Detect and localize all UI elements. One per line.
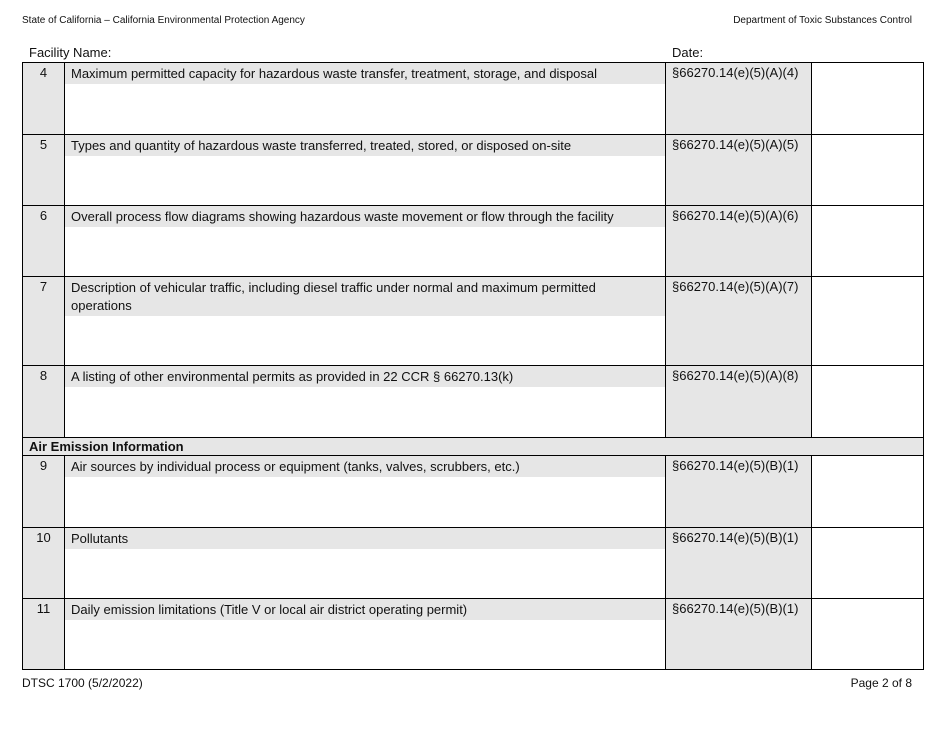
table-row	[22, 365, 924, 437]
row-description	[65, 528, 666, 598]
page-number: Page 2 of 8	[850, 676, 912, 690]
table-row	[22, 527, 924, 598]
table-row	[22, 276, 924, 365]
row-description-text: Overall process flow diagrams showing hazardous waste movement or flow through the facility	[65, 206, 665, 227]
row-description-text: Maximum permitted capacity for hazardous waste transfer, treatment, storage, and disposal	[65, 63, 665, 84]
table-row	[22, 62, 924, 134]
row-description-text: Air sources by individual process or equipment (tanks, valves, scrubbers, etc.)	[65, 456, 665, 477]
row-response-field[interactable]	[812, 206, 923, 276]
row-number: 10	[23, 528, 65, 598]
table-row	[22, 134, 924, 205]
table-row	[22, 598, 924, 670]
row-number: 4	[23, 63, 65, 134]
row-description	[65, 366, 666, 437]
table-row	[22, 455, 924, 527]
row-number: 7	[23, 277, 65, 365]
row-citation: §66270.14(e)(5)(B)(1)	[666, 528, 812, 598]
row-response-field[interactable]	[812, 599, 923, 669]
row-number: 8	[23, 366, 65, 437]
form-id: DTSC 1700 (5/2/2022)	[22, 676, 143, 690]
row-response-field[interactable]	[812, 366, 923, 437]
section-heading-air-emission: Air Emission Information	[22, 437, 924, 455]
row-number: 6	[23, 206, 65, 276]
form-table	[22, 62, 924, 670]
row-description	[65, 456, 666, 527]
header-agency: State of California – California Environmental Protection Agency	[22, 15, 305, 26]
row-number: 5	[23, 135, 65, 205]
row-description-text: A listing of other environmental permits as provided in 22 CCR § 66270.13(k)	[65, 366, 665, 387]
row-description-text: Pollutants	[65, 528, 665, 549]
row-number: 11	[23, 599, 65, 669]
row-description	[65, 63, 666, 134]
row-citation: §66270.14(e)(5)(A)(6)	[666, 206, 812, 276]
row-description-text: Daily emission limitations (Title V or local air district operating permit)	[65, 599, 665, 620]
row-description	[65, 277, 666, 365]
row-citation: §66270.14(e)(5)(A)(7)	[666, 277, 812, 365]
row-description	[65, 135, 666, 205]
row-response-field[interactable]	[812, 135, 923, 205]
row-citation: §66270.14(e)(5)(A)(5)	[666, 135, 812, 205]
row-description-text: Description of vehicular traffic, including diesel traffic under normal and maximum permitted operations	[65, 277, 665, 316]
row-response-field[interactable]	[812, 277, 923, 365]
row-citation: §66270.14(e)(5)(A)(8)	[666, 366, 812, 437]
row-response-field[interactable]	[812, 456, 923, 527]
row-citation: §66270.14(e)(5)(A)(4)	[666, 63, 812, 134]
header-department: Department of Toxic Substances Control	[733, 15, 912, 26]
row-description	[65, 206, 666, 276]
facility-name-label: Facility Name:	[29, 45, 112, 60]
date-label: Date:	[672, 45, 704, 60]
table-row	[22, 205, 924, 276]
row-description	[65, 599, 666, 669]
row-description-text: Types and quantity of hazardous waste transferred, treated, stored, or disposed on-site	[65, 135, 665, 156]
row-citation: §66270.14(e)(5)(B)(1)	[666, 456, 812, 527]
row-response-field[interactable]	[812, 63, 923, 134]
row-number: 9	[23, 456, 65, 527]
row-response-field[interactable]	[812, 528, 923, 598]
row-citation: §66270.14(e)(5)(B)(1)	[666, 599, 812, 669]
